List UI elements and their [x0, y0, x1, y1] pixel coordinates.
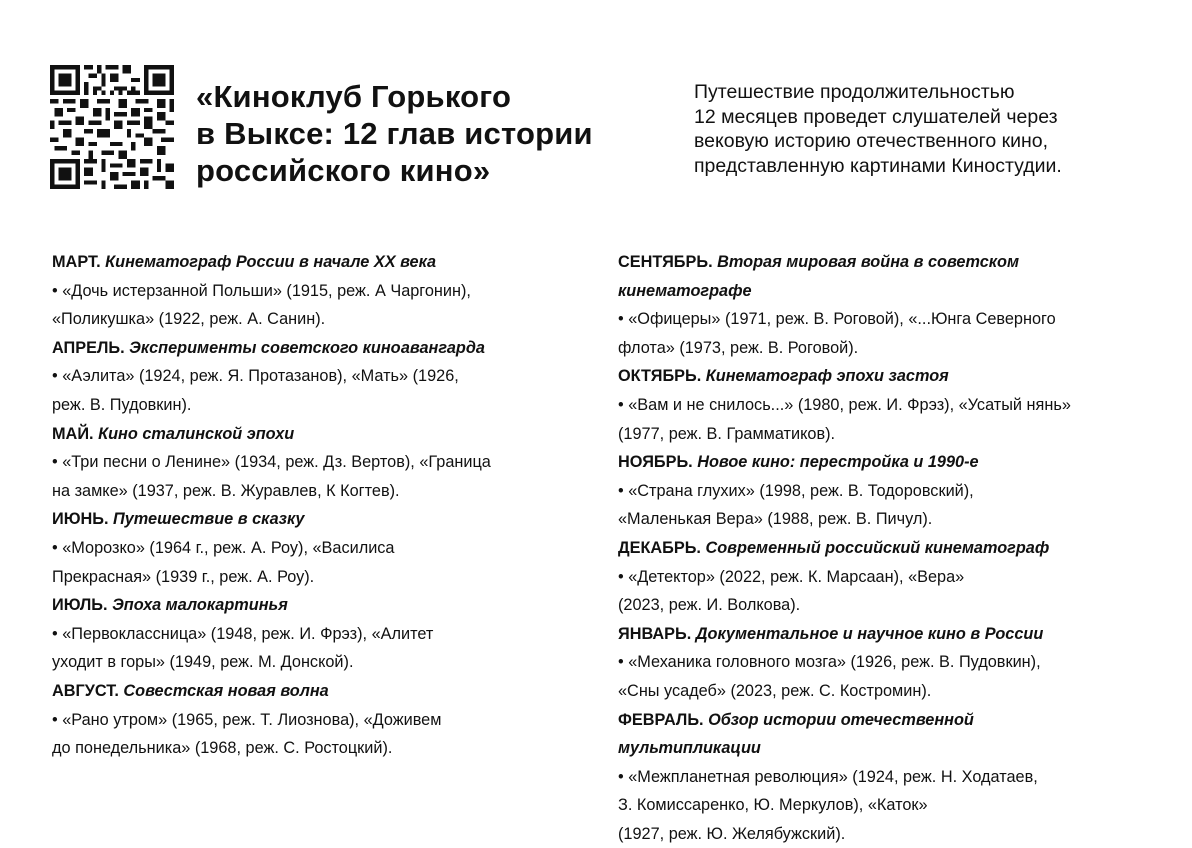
- page-title: [196, 78, 676, 189]
- film-line: «Поликушка» (1922, реж. А. Санин).: [52, 305, 592, 334]
- month-name: ЯНВАРЬ.: [618, 625, 691, 643]
- month-block-september: [618, 248, 1163, 362]
- month-theme: Эпоха малокартинья: [112, 596, 288, 614]
- film-line: «Сны усадеб» (2023, реж. С. Костромин).: [618, 677, 1163, 706]
- month-heading: [618, 620, 1163, 649]
- qr-code-icon: [50, 65, 174, 189]
- film-line: • «Рано утром» (1965, реж. Т. Лиознова), «Доживем: [52, 706, 592, 735]
- month-name: МАЙ.: [52, 425, 94, 443]
- film-line: Прекрасная» (1939 г., реж. А. Роу).: [52, 563, 592, 592]
- film-line: «Маленькая Вера» (1988, реж. В. Пичул).: [618, 505, 1163, 534]
- month-block-november: [618, 448, 1163, 534]
- month-heading: [52, 334, 592, 363]
- month-heading-continued: [618, 277, 1163, 306]
- month-heading: [618, 248, 1163, 277]
- film-line: • «Аэлита» (1924, реж. Я. Протазанов), «Мать» (1926,: [52, 362, 592, 391]
- month-theme: Эксперименты советского киноавангарда: [129, 339, 485, 357]
- month-name: АПРЕЛЬ.: [52, 339, 125, 357]
- month-name: ИЮНЬ.: [52, 510, 108, 528]
- film-line: • «Межпланетная революция» (1924, реж. Н. Ходатаев,: [618, 763, 1163, 792]
- month-theme: мультипликации: [618, 739, 761, 757]
- film-line: • «Страна глухих» (1998, реж. В. Тодоровский),: [618, 477, 1163, 506]
- month-heading: [52, 248, 592, 277]
- film-line: • «Вам и не снилось...» (1980, реж. И. Фрэз), «Усатый нянь»: [618, 391, 1163, 420]
- month-block-march: [52, 248, 592, 334]
- film-line: • «Офицеры» (1971, реж. В. Роговой), «...Юнга Северного: [618, 305, 1163, 334]
- month-theme: Путешествие в сказку: [113, 510, 304, 528]
- film-line: флота» (1973, реж. В. Роговой).: [618, 334, 1163, 363]
- month-theme: Совестская новая волна: [123, 682, 328, 700]
- intro-line: представленную картинами Киностудии.: [694, 154, 1164, 179]
- film-line: до понедельника» (1968, реж. С. Ростоцкий).: [52, 734, 592, 763]
- month-block-february: [618, 706, 1163, 848]
- month-block-january: [618, 620, 1163, 706]
- film-list: [618, 763, 1163, 848]
- month-heading: [618, 706, 1163, 735]
- month-name: ОКТЯБРЬ.: [618, 367, 701, 385]
- program-column-right: [618, 248, 1163, 848]
- intro-line: 12 месяцев проведет слушателей через: [694, 105, 1164, 130]
- film-list: [52, 362, 592, 419]
- month-name: НОЯБРЬ.: [618, 453, 693, 471]
- film-list: [618, 563, 1163, 620]
- film-line: • «Первоклассница» (1948, реж. И. Фрэз), «Алитет: [52, 620, 592, 649]
- film-line: • «Механика головного мозга» (1926, реж. В. Пудовкин),: [618, 648, 1163, 677]
- month-theme: Документальное и научное кино в России: [696, 625, 1044, 643]
- month-heading-continued: [618, 734, 1163, 763]
- film-list: [52, 620, 592, 677]
- month-heading: [52, 677, 592, 706]
- month-name: МАРТ.: [52, 253, 101, 271]
- month-name: ДЕКАБРЬ.: [618, 539, 701, 557]
- title-line: «Киноклуб Горького: [196, 78, 676, 115]
- month-name: АВГУСТ.: [52, 682, 119, 700]
- film-line: реж. В. Пудовкин).: [52, 391, 592, 420]
- month-heading: [618, 448, 1163, 477]
- month-name: ИЮЛЬ.: [52, 596, 108, 614]
- month-theme: Новое кино: перестройка и 1990-е: [697, 453, 978, 471]
- film-list: [52, 448, 592, 505]
- month-name: ФЕВРАЛЬ.: [618, 711, 704, 729]
- month-block-july: [52, 591, 592, 677]
- film-line: (2023, реж. И. Волкова).: [618, 591, 1163, 620]
- month-theme: Вторая мировая война в советском: [717, 253, 1019, 271]
- month-block-august: [52, 677, 592, 763]
- intro-line: вековую историю отечественного кино,: [694, 129, 1164, 154]
- film-line: • «Морозко» (1964 г., реж. А. Роу), «Василиса: [52, 534, 592, 563]
- month-theme: Кинематограф России в начале XX века: [105, 253, 436, 271]
- film-line: уходит в горы» (1949, реж. М. Донской).: [52, 648, 592, 677]
- film-list: [618, 305, 1163, 362]
- intro-text: [694, 80, 1164, 178]
- film-list: [52, 277, 592, 334]
- month-heading: [52, 420, 592, 449]
- film-list: [52, 534, 592, 591]
- month-block-may: [52, 420, 592, 506]
- month-theme: кинематографе: [618, 282, 752, 300]
- month-name: СЕНТЯБРЬ.: [618, 253, 713, 271]
- film-line: (1977, реж. В. Грамматиков).: [618, 420, 1163, 449]
- film-line: • «Три песни о Ленине» (1934, реж. Дз. Вертов), «Граница: [52, 448, 592, 477]
- intro-line: Путешествие продолжительностью: [694, 80, 1164, 105]
- film-list: [618, 391, 1163, 448]
- film-list: [618, 477, 1163, 534]
- film-list: [618, 648, 1163, 705]
- title-line: российского кино»: [196, 152, 676, 189]
- month-theme: Современный российский кинематограф: [705, 539, 1049, 557]
- month-block-december: [618, 534, 1163, 620]
- month-theme: Кино сталинской эпохи: [98, 425, 294, 443]
- month-theme: Кинематограф эпохи застоя: [706, 367, 949, 385]
- month-theme: Обзор истории отечественной: [708, 711, 974, 729]
- month-heading: [52, 505, 592, 534]
- film-line: • «Детектор» (2022, реж. К. Марсаан), «Вера»: [618, 563, 1163, 592]
- month-block-june: [52, 505, 592, 591]
- month-block-april: [52, 334, 592, 420]
- month-heading: [618, 362, 1163, 391]
- film-line: (1927, реж. Ю. Желябужский).: [618, 820, 1163, 848]
- month-heading: [52, 591, 592, 620]
- month-heading: [618, 534, 1163, 563]
- film-line: • «Дочь истерзанной Польши» (1915, реж. А Чаргонин),: [52, 277, 592, 306]
- month-block-october: [618, 362, 1163, 448]
- program-column-left: [52, 248, 592, 763]
- film-list: [52, 706, 592, 763]
- title-line: в Выксе: 12 глав истории: [196, 115, 676, 152]
- film-line: З. Комиссаренко, Ю. Меркулов), «Каток»: [618, 791, 1163, 820]
- film-line: на замке» (1937, реж. В. Журавлев, К Когтев).: [52, 477, 592, 506]
